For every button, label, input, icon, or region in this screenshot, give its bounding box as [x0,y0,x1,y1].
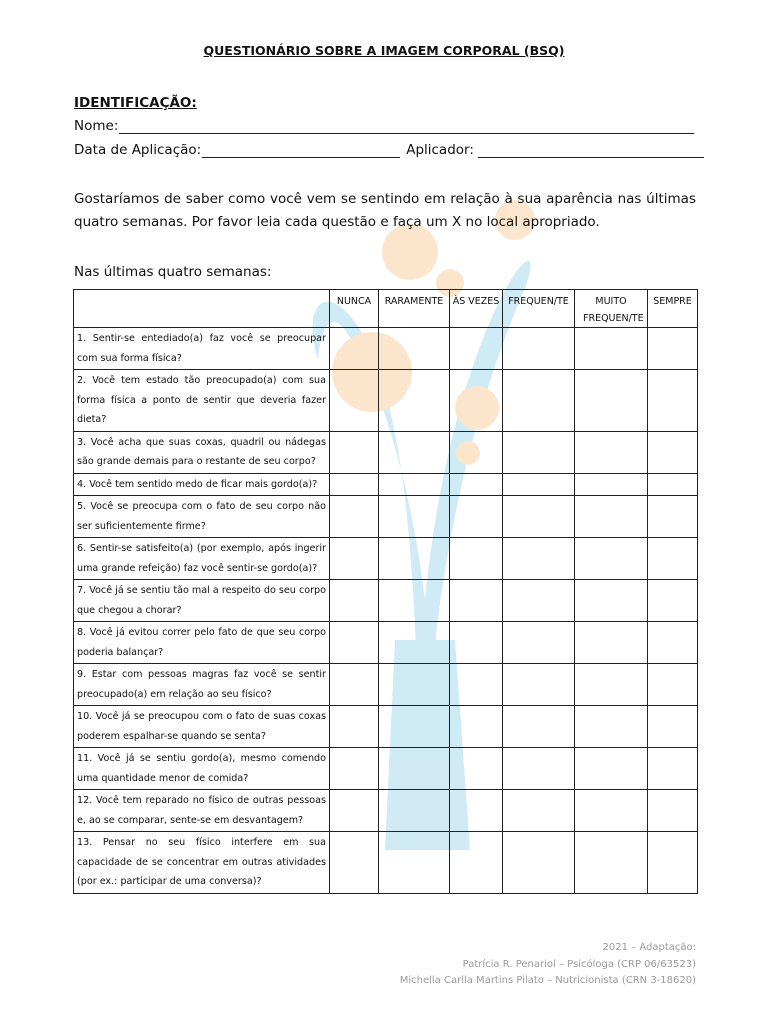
answer-cell[interactable] [575,580,648,622]
document-title: QUESTIONÁRIO SOBRE A IMAGEM CORPORAL (BSQ) [203,43,565,58]
table-row [74,496,698,538]
answer-cell[interactable] [330,706,379,748]
answer-cell[interactable] [330,496,379,538]
answer-cell[interactable] [330,431,379,473]
answer-cell[interactable] [503,832,575,894]
answer-cell[interactable] [330,580,379,622]
answer-cell[interactable] [379,580,450,622]
answer-cell[interactable] [379,748,450,790]
answer-cell[interactable] [575,832,648,894]
column-header: FREQUEN/TE [503,290,575,328]
date-field[interactable] [202,144,400,158]
answer-cell[interactable] [379,473,450,496]
question-text: 10. Você já se preocupou com o fato de suas coxas poderem espalhar-se quando se senta? [74,706,330,748]
answer-cell[interactable] [648,370,698,432]
answer-cell[interactable] [648,622,698,664]
table-row [74,473,698,496]
question-text: 7. Você já se sentiu tão mal a respeito do seu corpo que chegou a chorar? [74,580,330,622]
answer-cell[interactable] [450,538,503,580]
question-text: 1. Sentir-se entediado(a) faz você se preocupar com sua forma física? [74,328,330,370]
answer-cell[interactable] [575,664,648,706]
table-row [74,790,698,832]
answer-cell[interactable] [575,328,648,370]
answer-cell[interactable] [450,328,503,370]
answer-cell[interactable] [648,538,698,580]
answer-cell[interactable] [648,580,698,622]
name-label: Nome: [74,118,119,134]
answer-cell[interactable] [330,664,379,706]
answer-cell[interactable] [503,496,575,538]
table-row [74,431,698,473]
answer-cell[interactable] [648,706,698,748]
answer-cell[interactable] [648,328,698,370]
answer-cell[interactable] [503,431,575,473]
column-header-question [74,290,330,328]
answer-cell[interactable] [379,706,450,748]
answer-cell[interactable] [503,538,575,580]
answer-cell[interactable] [648,431,698,473]
answer-cell[interactable] [575,496,648,538]
answer-cell[interactable] [503,370,575,432]
answer-cell[interactable] [575,622,648,664]
column-header: ÀS VEZES [450,290,503,328]
applicator-label: Aplicador: [406,142,474,158]
date-label: Data de Aplicação: [74,142,202,158]
answer-cell[interactable] [450,473,503,496]
answer-cell[interactable] [379,538,450,580]
answer-cell[interactable] [575,790,648,832]
answer-cell[interactable] [648,473,698,496]
answer-cell[interactable] [330,473,379,496]
answer-cell[interactable] [575,473,648,496]
period-subheading: Nas últimas quatro semanas: [74,264,272,280]
question-text: 5. Você se preocupa com o fato de seu corpo não ser suficientemente firme? [74,496,330,538]
table-row [74,580,698,622]
identification-heading: IDENTIFICAÇÃO: [74,95,197,111]
question-text: 6. Sentir-se satisfeito(a) (por exemplo, após ingerir uma grande refeição) faz você sentir-se gordo(a)? [74,538,330,580]
answer-cell[interactable] [575,431,648,473]
answer-cell[interactable] [575,748,648,790]
column-header: RARAMENTE [379,290,450,328]
answer-cell[interactable] [450,664,503,706]
answer-cell[interactable] [379,622,450,664]
footer-credits [400,940,696,990]
table-header-row [74,290,698,328]
column-header-text: MUITO FREQUEN/TE [583,296,644,324]
answer-cell[interactable] [330,538,379,580]
table-row [74,622,698,664]
answer-cell[interactable] [450,790,503,832]
table-row [74,328,698,370]
question-text: 8. Você já evitou correr pelo fato de que seu corpo poderia balançar? [74,622,330,664]
answer-cell[interactable] [503,328,575,370]
answer-cell[interactable] [575,706,648,748]
answer-cell[interactable] [450,622,503,664]
question-text: 12. Você tem reparado no físico de outras pessoas e, ao se comparar, sente-se em desvantagem? [74,790,330,832]
table-row [74,706,698,748]
column-header: NUNCA [330,290,379,328]
answer-cell[interactable] [450,706,503,748]
answer-cell[interactable] [330,790,379,832]
question-text: 13. Pensar no seu físico interfere em sua capacidade de se concentrar em outras atividades (por ex.: participar de uma conversa)? [74,832,330,894]
name-row [74,118,694,134]
answer-cell[interactable] [575,370,648,432]
answer-cell[interactable] [503,580,575,622]
name-field[interactable] [119,120,694,134]
answer-cell[interactable] [503,790,575,832]
question-text: 9. Estar com pessoas magras faz você se sentir preocupado(a) em relação ao seu físico? [74,664,330,706]
answer-cell[interactable] [450,431,503,473]
answer-cell[interactable] [330,622,379,664]
date-applicator-row [74,142,704,158]
table-row [74,748,698,790]
answer-cell[interactable] [379,431,450,473]
answer-cell[interactable] [503,622,575,664]
answer-cell[interactable] [648,496,698,538]
answer-cell[interactable] [379,370,450,432]
answer-cell[interactable] [330,328,379,370]
footer-line: Michella Carlla Martins Pilato – Nutricionista (CRN 3-18620) [399,975,696,986]
answer-cell[interactable] [648,748,698,790]
question-text: 3. Você acha que suas coxas, quadril ou nádegas são grande demais para o restante de seu corpo? [74,431,330,473]
column-header: SEMPRE [648,290,698,328]
table-row [74,664,698,706]
answer-cell[interactable] [330,748,379,790]
answer-cell[interactable] [379,790,450,832]
answer-cell[interactable] [503,706,575,748]
intro-paragraph: Gostaríamos de saber como você vem se sentindo em relação à sua aparência nas últimas quatro semanas. Por favor leia cada questão e faça um X no local apropriado. [74,191,696,230]
answer-cell[interactable] [648,832,698,894]
answer-cell[interactable] [648,664,698,706]
table-row [74,832,698,894]
table-row [74,370,698,432]
question-text: 2. Você tem estado tão preocupado(a) com sua forma física a ponto de sentir que deveria fazer dieta? [74,370,330,432]
answer-cell[interactable] [379,664,450,706]
answer-cell[interactable] [503,664,575,706]
table-row [74,538,698,580]
column-header [575,290,648,328]
answer-cell[interactable] [379,832,450,894]
answer-cell[interactable] [503,473,575,496]
answer-cell[interactable] [450,496,503,538]
answer-cell[interactable] [575,538,648,580]
answer-cell[interactable] [450,832,503,894]
questionnaire-table [73,289,698,894]
answer-cell[interactable] [330,832,379,894]
answer-cell[interactable] [648,790,698,832]
question-text: 4. Você tem sentido medo de ficar mais gordo(a)? [74,473,330,496]
applicator-field[interactable] [478,144,704,158]
answer-cell[interactable] [503,748,575,790]
question-text: 11. Você já se sentiu gordo(a), mesmo comendo uma quantidade menor de comida? [74,748,330,790]
footer-line: 2021 – Adaptação: [602,942,696,953]
answer-cell[interactable] [450,370,503,432]
answer-cell[interactable] [450,748,503,790]
footer-line: Patrícia R. Penariol – Psicóloga (CRP 06/63523) [462,958,696,970]
answer-cell[interactable] [450,580,503,622]
answer-cell[interactable] [330,370,379,432]
answer-cell[interactable] [379,328,450,370]
answer-cell[interactable] [379,496,450,538]
